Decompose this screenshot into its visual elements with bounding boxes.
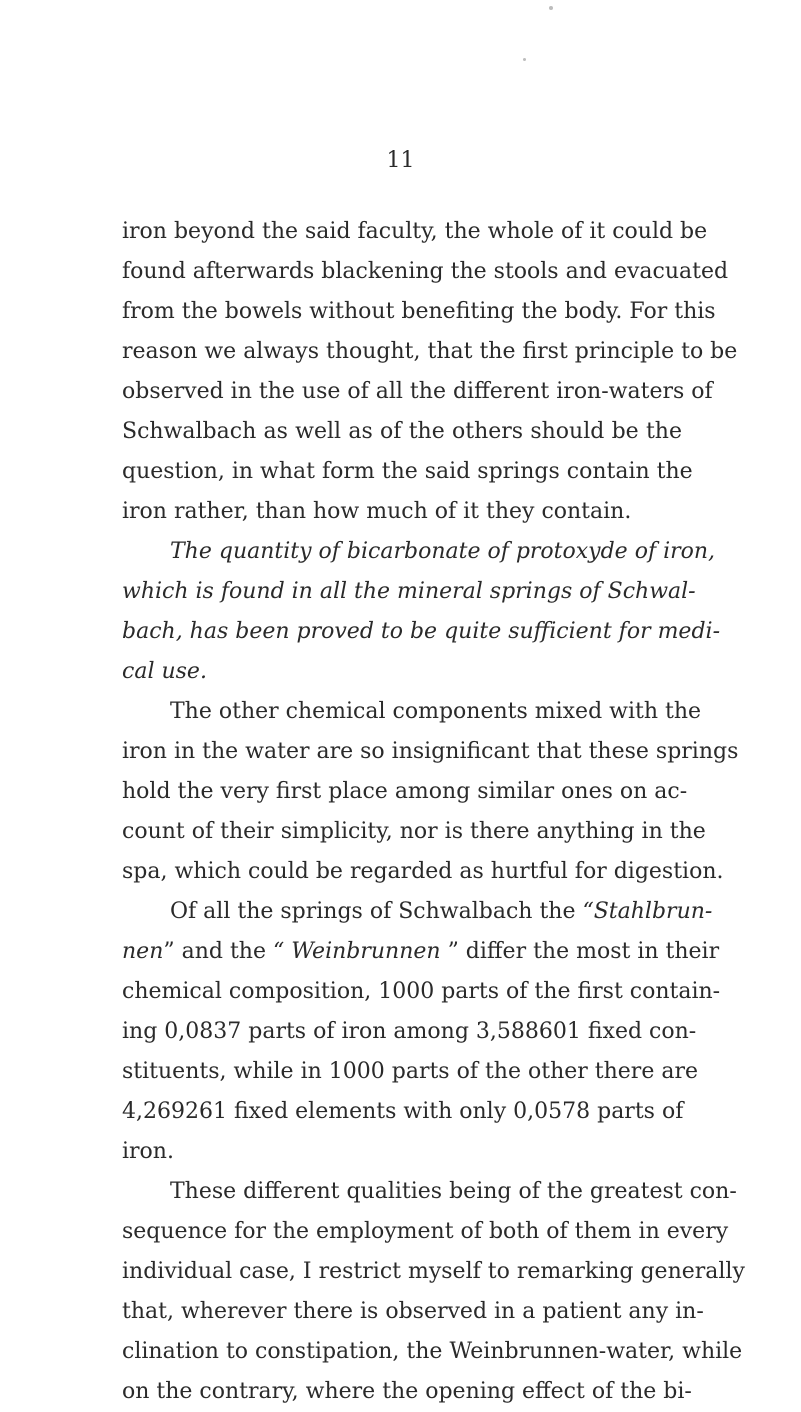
text-line: ing 0,0837 parts of iron among 3,588601 fixed con- [122,1019,697,1044]
text-line-italic: bach, has been proved to be quite sufficient for medi- [122,619,721,644]
text-line: iron in the water are so insignificant that these springs [122,739,739,764]
text-line: iron beyond the said faculty, the whole of it could be [122,219,708,244]
text-line: sequence for the employment of both of them in every [122,1219,729,1244]
text-line: 4,269261 fixed elements with only 0,0578 parts of [122,1099,684,1124]
text-line: that, wherever there is observed in a patient any in- [122,1299,704,1324]
text-line: The other chemical components mixed with the [170,699,702,724]
text-line: hold the very first place among similar ones on ac- [122,779,688,804]
text-line-italic: which is found in all the mineral springs of Schwal- [122,579,696,604]
text-line: from the bowels without benefiting the body. For this [122,299,716,324]
text-line-mixed [122,932,720,972]
text-line-italic: The quantity of bicarbonate of protoxyde of iron, [170,539,716,564]
text-span: Of all the springs of Schwalbach the [170,899,576,924]
text-line: spa, which could be regarded as hurtful for digestion. [122,859,724,884]
page-number: 11 [386,148,415,173]
text-line: iron. [122,1139,174,1164]
paper-speck [523,58,526,61]
text-line: observed in the use of all the different iron-waters of [122,379,713,404]
text-span: ” differ the most in their [447,939,720,964]
paper-speck [549,6,553,10]
text-line: count of their simplicity, nor is there anything in the [122,819,706,844]
text-line: stituents, while in 1000 parts of the other there are [122,1059,698,1084]
text-line: Schwalbach as well as of the others should be the [122,419,682,444]
text-line: These different qualities being of the greatest con- [170,1179,737,1204]
text-span-italic: “Stahlbrun- [582,899,713,924]
text-line: reason we always thought, that the first principle to be [122,339,738,364]
text-line-italic: cal use. [122,659,207,684]
text-line: individual case, I restrict myself to remarking generally [122,1259,745,1284]
text-line: iron rather, than how much of it they contain. [122,499,632,524]
text-span: ” and the [163,939,273,964]
text-line: found afterwards blackening the stools and evacuated [122,259,729,284]
text-line: clination to constipation, the Weinbrunnen-water, while [122,1339,743,1364]
text-span-italic: nen [122,939,164,964]
text-span-italic: “ Weinbrunnen [272,939,448,964]
text-line-mixed [170,892,713,932]
text-line: chemical composition, 1000 parts of the first contain- [122,979,721,1004]
text-line: question, in what form the said springs contain the [122,459,693,484]
text-line: on the contrary, where the opening effect of the bi- [122,1379,692,1404]
